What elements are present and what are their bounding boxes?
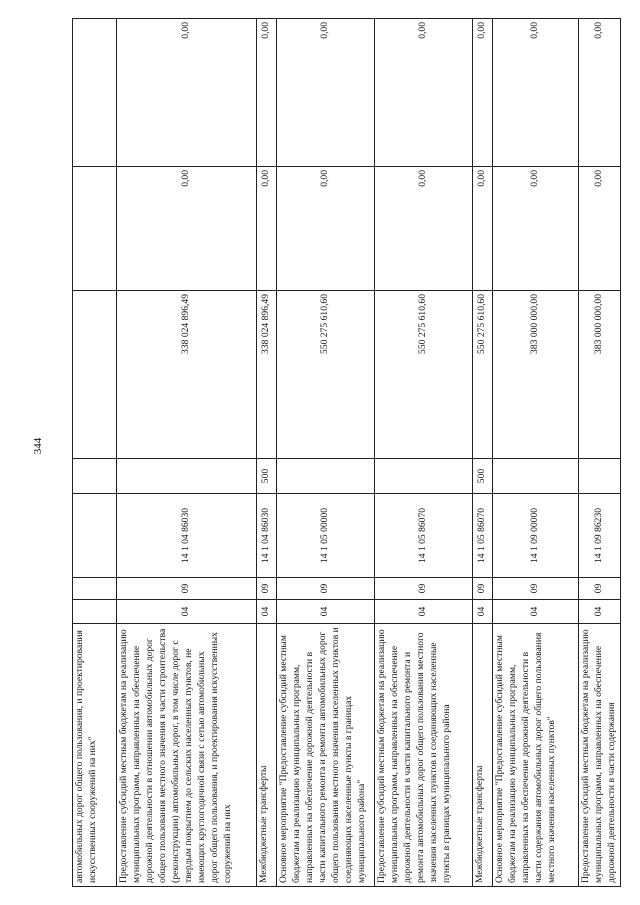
amount-year3-cell: 0,00 — [579, 19, 621, 167]
target-article-cell — [73, 494, 117, 578]
section-code-cell: 04 — [117, 600, 257, 624]
subsection-code-cell: 09 — [277, 578, 375, 600]
amount-year2-cell: 0,00 — [117, 167, 257, 291]
row-name-cell: автомобильных дорог общего пользования, и проектирования искусственных сооружений на них" — [73, 624, 117, 887]
amount-year1-cell: 550 275 610,60 — [277, 291, 375, 459]
row-name-cell: Межбюджетные трансферты — [257, 624, 277, 887]
section-code-cell — [73, 600, 117, 624]
amount-year1-cell: 550 275 610,60 — [473, 291, 493, 459]
expense-type-cell — [579, 459, 621, 494]
section-code-cell: 04 — [493, 600, 579, 624]
table-row — [117, 19, 257, 887]
table-row — [73, 19, 117, 887]
subsection-code-cell: 09 — [257, 578, 277, 600]
amount-year3-cell: 0,00 — [375, 19, 473, 167]
page-number: 344 — [32, 437, 44, 455]
subsection-code-cell: 09 — [117, 578, 257, 600]
subsection-code-cell: 09 — [493, 578, 579, 600]
section-code-cell: 04 — [473, 600, 493, 624]
section-code-cell: 04 — [375, 600, 473, 624]
amount-year2-cell: 0,00 — [277, 167, 375, 291]
budget-table-sheet — [72, 19, 617, 887]
amount-year2-cell: 0,00 — [473, 167, 493, 291]
row-name-cell: Межбюджетные трансферты — [473, 624, 493, 887]
subsection-code-cell: 09 — [473, 578, 493, 600]
target-article-cell: 14 1 04 86030 — [257, 494, 277, 578]
row-name-cell: Основное мероприятие "Предоставление субсидий местным бюджетам на реализацию муниципальных программ, направленных на обеспечение дорожной деятельности в части содержания автомобильных дорог общего пользования местного значения населенных пунктов" — [493, 624, 579, 887]
table-row — [579, 19, 621, 887]
table-body — [73, 19, 621, 887]
expense-type-cell — [73, 459, 117, 494]
amount-year1-cell: 338 024 896,49 — [257, 291, 277, 459]
table-row — [277, 19, 375, 887]
row-name-cell: Предоставление субсидий местным бюджетам на реализацию муниципальных программ, направленных на обеспечение дорожной деятельности в части капитального ремонта и ремонта автомобильных дорог общего пользования местного значения населенных пунктов и соединяющих населенные пункты в границах муниципального района — [375, 624, 473, 887]
amount-year1-cell: 338 024 896,49 — [117, 291, 257, 459]
expense-type-cell — [375, 459, 473, 494]
expense-type-cell: 500 — [473, 459, 493, 494]
amount-year2-cell: 0,00 — [493, 167, 579, 291]
row-name-cell: Основное мероприятие "Предоставление субсидий местным бюджетам на реализацию муниципальных программ, направленных на обеспечение дорожной деятельности в части капитального ремонта и ремонта автомобильных дорог общего пользования местного значения населенных пунктов и соединяющих населенные пункты в границах муниципального района" — [277, 624, 375, 887]
subsection-code-cell — [73, 578, 117, 600]
target-article-cell: 14 1 04 86030 — [117, 494, 257, 578]
amount-year2-cell: 0,00 — [257, 167, 277, 291]
amount-year2-cell — [73, 167, 117, 291]
table-row — [473, 19, 493, 887]
budget-table — [72, 18, 621, 887]
amount-year3-cell: 0,00 — [117, 19, 257, 167]
target-article-cell: 14 1 09 86230 — [579, 494, 621, 578]
row-name-cell: Предоставление субсидий местным бюджетам на реализацию муниципальных программ, направленных на обеспечение дорожной деятельности в части содержания — [579, 624, 621, 887]
expense-type-cell — [277, 459, 375, 494]
table-row — [375, 19, 473, 887]
target-article-cell: 14 1 05 86070 — [473, 494, 493, 578]
target-article-cell: 14 1 09 00000 — [493, 494, 579, 578]
amount-year3-cell: 0,00 — [257, 19, 277, 167]
amount-year3-cell: 0,00 — [277, 19, 375, 167]
row-name-cell: Предоставление субсидий местным бюджетам на реализацию муниципальных программ, направленных на обеспечение дорожной деятельности в отношении автомобильных дорог общего пользования местного значения в части строительства (реконструкции) автомобильных дорог, в том числе дорог с твердым покрытием до сельских населенных пунктов, не имеющих круглогодичной связи с сетью автомобильных дорог общего пользования, и проектирования искусственных сооружений на них — [117, 624, 257, 887]
target-article-cell: 14 1 05 86070 — [375, 494, 473, 578]
section-code-cell: 04 — [257, 600, 277, 624]
amount-year2-cell: 0,00 — [579, 167, 621, 291]
amount-year3-cell: 0,00 — [493, 19, 579, 167]
target-article-cell: 14 1 05 00000 — [277, 494, 375, 578]
amount-year3-cell — [73, 19, 117, 167]
section-code-cell: 04 — [579, 600, 621, 624]
amount-year1-cell: 383 000 000,00 — [493, 291, 579, 459]
section-code-cell: 04 — [277, 600, 375, 624]
expense-type-cell — [493, 459, 579, 494]
subsection-code-cell: 09 — [579, 578, 621, 600]
expense-type-cell — [117, 459, 257, 494]
table-row — [257, 19, 277, 887]
amount-year1-cell — [73, 291, 117, 459]
amount-year2-cell: 0,00 — [375, 167, 473, 291]
amount-year1-cell: 550 275 610,60 — [375, 291, 473, 459]
amount-year3-cell: 0,00 — [473, 19, 493, 167]
subsection-code-cell: 09 — [375, 578, 473, 600]
table-row — [493, 19, 579, 887]
amount-year1-cell: 383 000 000,00 — [579, 291, 621, 459]
expense-type-cell: 500 — [257, 459, 277, 494]
